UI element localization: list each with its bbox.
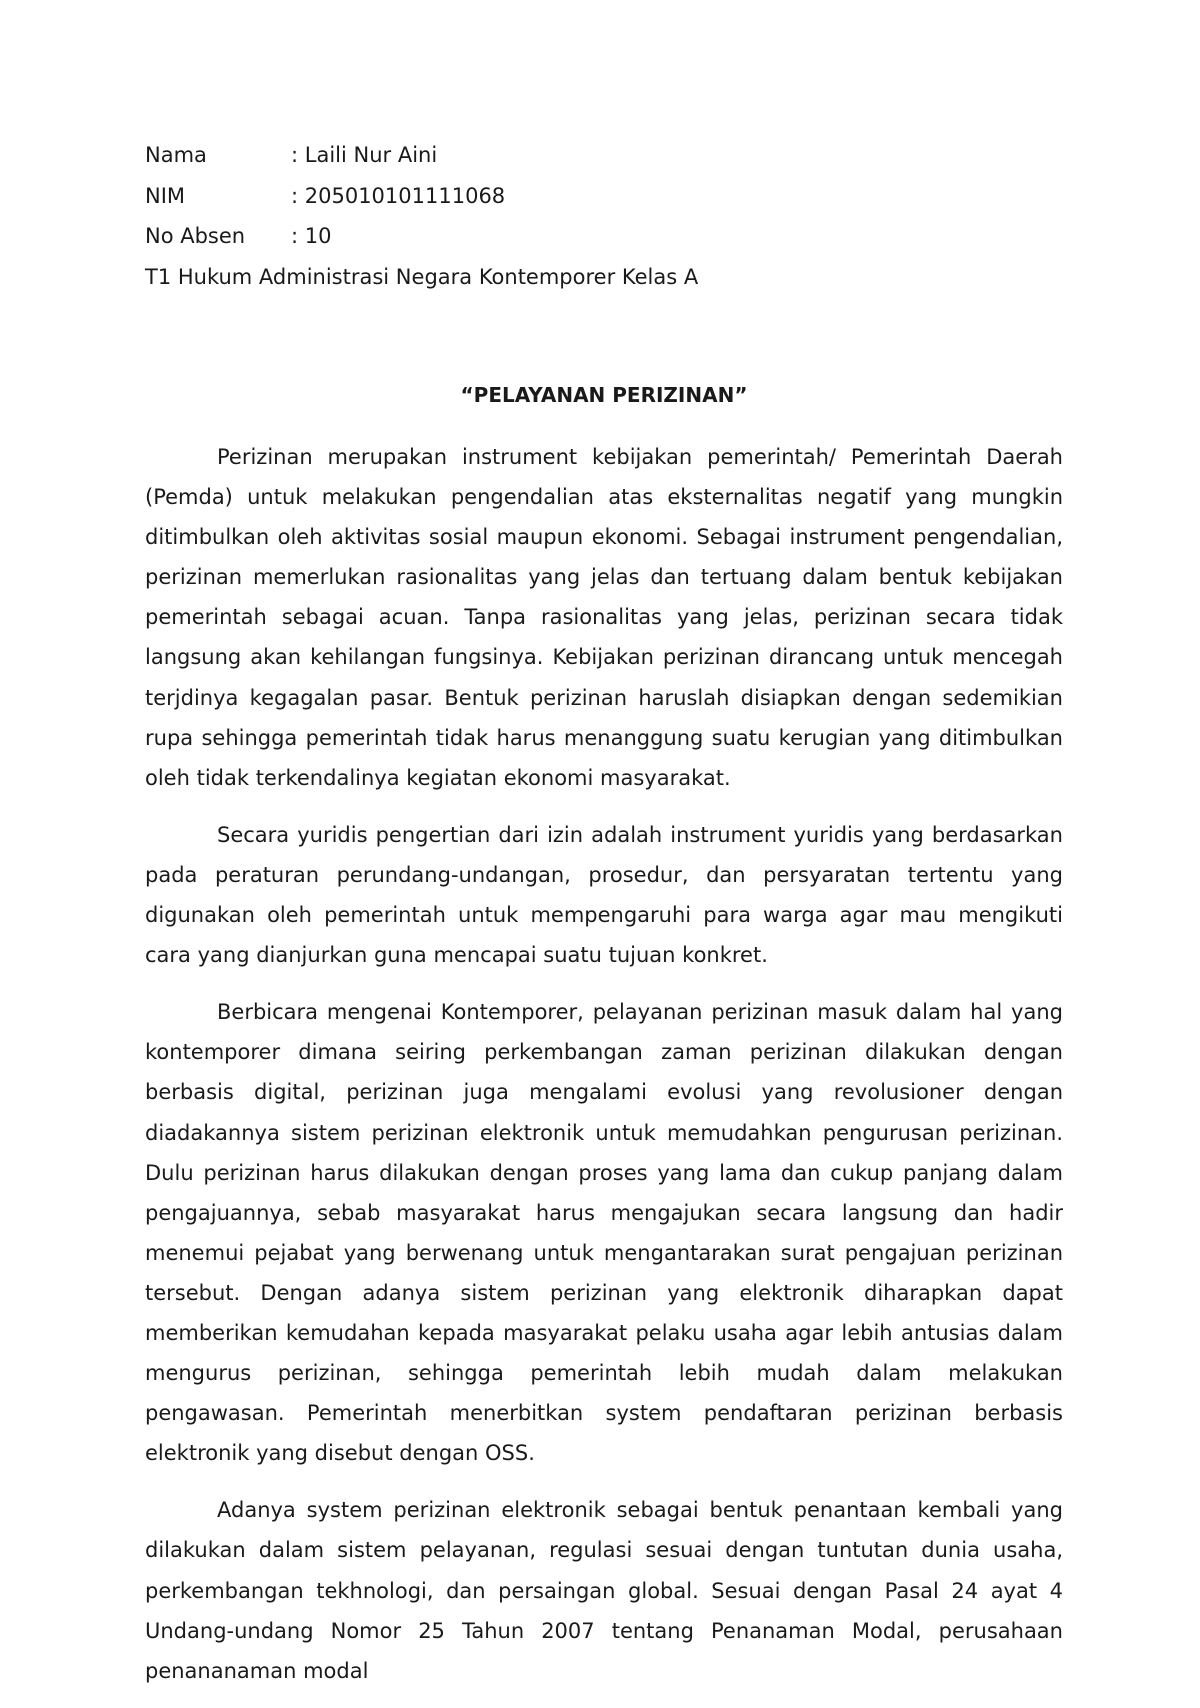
document-page — [145, 142, 1063, 1683]
absen-value: : 10 — [291, 224, 332, 248]
absen-row — [145, 223, 1063, 264]
name-row — [145, 142, 1063, 183]
student-info — [145, 142, 1063, 291]
paragraph-3: Berbicara mengenai Kontemporer, pelayanan perizinan masuk dalam hal yang kontemporer dimana seiring perkembangan zaman perizinan dilakukan dengan berbasis digital, perizinan juga mengalami evolusi yang revolusioner dengan diadakannya sistem perizinan elektronik untuk memudahkan pengurusan perizinan. Dulu perizinan harus dilakukan dengan proses yang lama dan cukup panjang dalam pengajuannya, sebab masyarakat harus mengajukan secara langsung dan hadir menemui pejabat yang berwenang untuk mengantarakan surat pengajuan perizinan tersebut. Dengan adanya sistem perizinan yang elektronik diharapkan dapat memberikan kemudahan kepada masyarakat pelaku usaha agar lebih antusias dalam mengurus perizinan, sehingga pemerintah lebih mudah dalam melakukan pengawasan. Pemerintah menerbitkan system pendaftaran perizinan berbasis elektronik yang disebut dengan OSS. — [145, 1000, 1063, 1466]
nim-label: NIM — [145, 183, 186, 208]
absen-label: No Absen — [145, 224, 246, 248]
course-title: T1 Hukum Administrasi Negara Kontemporer Kelas A — [145, 264, 699, 289]
nim-value: : 205010101111068 — [291, 183, 506, 208]
paragraph-2: Secara yuridis pengertian dari izin adalah instrument yuridis yang berdasarkan pada peraturan perundang-undangan, prosedur, dan persyaratan tertentu yang digunakan oleh pemerintah untuk mempengaruhi para warga agar mau mengikuti cara yang dianjurkan guna mencapai suatu tujuan konkret. — [145, 822, 1063, 968]
name-label: Nama — [145, 143, 207, 167]
document-body — [145, 437, 1063, 1708]
paragraph-1: Perizinan merupakan instrument kebijakan pemerintah/ Pemerintah Daerah (Pemda) untuk melakukan pengendalian atas eksternalitas negatif yang mungkin ditimbulkan oleh aktivitas sosial maupun ekonomi. Sebagai instrument pengendalian, perizinan memerlukan rasionalitas yang jelas dan tertuang dalam bentuk kebijakan pemerintah sebagai acuan. Tanpa rasionalitas yang jelas, perizinan secara tidak langsung akan kehilangan fungsinya. Kebijakan perizinan dirancang untuk mencegah terjdinya kegagalan pasar. Bentuk perizinan haruslah disiapkan dengan sedemikian rupa sehingga pemerintah tidak harus menanggung suatu kerugian yang ditimbulkan oleh tidak terkendalinya kegiatan ekonomi masyarakat. — [145, 445, 1063, 790]
name-value: : Laili Nur Aini — [291, 143, 438, 167]
document-title: “PELAYANAN PERIZINAN” — [460, 383, 748, 407]
paragraph-4: Adanya system perizinan elektronik sebagai bentuk penantaan kembali yang dilakukan dalam sistem pelayanan, regulasi sesuai dengan tuntutan dunia usaha, perkembangan tekhnologi, dan persaingan global. Sesuai dengan Pasal 24 ayat 4 Undang-undang Nomor 25 Tahun 2007 tentang Penanaman Modal, perusahaan penananaman modal — [145, 1498, 1063, 1683]
nim-row — [145, 183, 1063, 224]
